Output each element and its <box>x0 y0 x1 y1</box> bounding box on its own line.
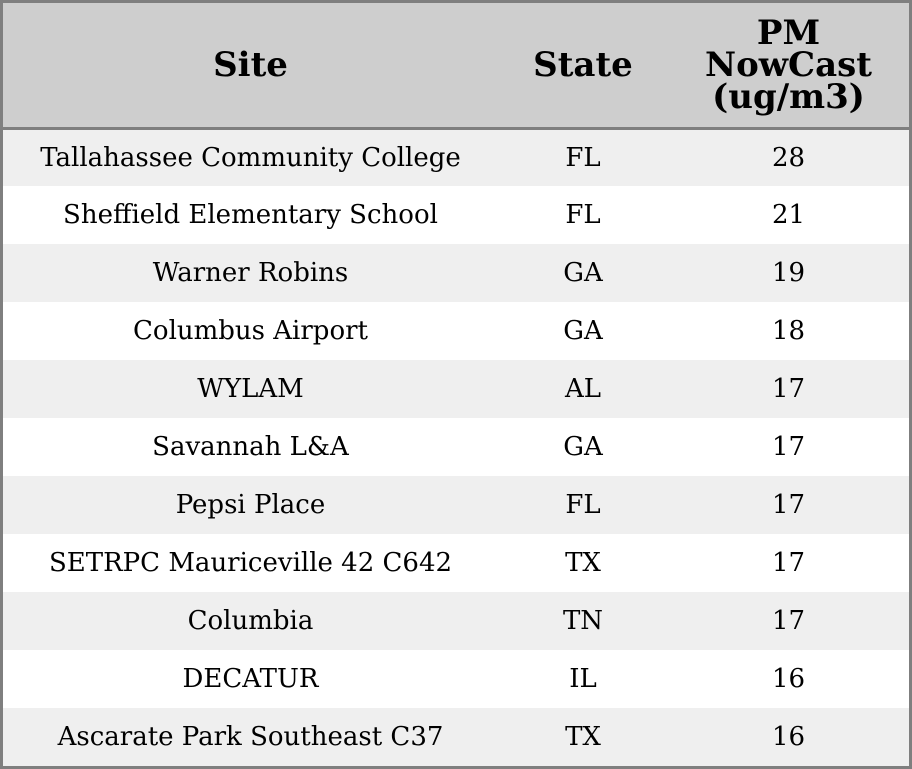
column-header-state: State <box>498 3 668 128</box>
table-row <box>3 128 909 186</box>
table-header-row <box>3 3 909 128</box>
state-cell: GA <box>498 418 668 476</box>
column-header-pm-line-1: PM <box>756 12 821 53</box>
pm-nowcast-cell: 16 <box>668 650 909 708</box>
site-cell: Savannah L&A <box>3 418 498 476</box>
table-row <box>3 244 909 302</box>
column-header-pm-nowcast <box>668 3 909 128</box>
site-cell: Ascarate Park Southeast C37 <box>3 708 498 766</box>
table-row <box>3 534 909 592</box>
site-cell: Warner Robins <box>3 244 498 302</box>
pm-nowcast-cell: 17 <box>668 592 909 650</box>
table-row <box>3 186 909 244</box>
site-cell: Columbus Airport <box>3 302 498 360</box>
state-cell: TX <box>498 534 668 592</box>
table-body <box>3 128 909 766</box>
state-cell: IL <box>498 650 668 708</box>
column-header-pm-line-3: (ug/m3) <box>712 76 865 117</box>
state-cell: FL <box>498 186 668 244</box>
table-row <box>3 418 909 476</box>
state-cell: FL <box>498 128 668 186</box>
table-row <box>3 650 909 708</box>
site-cell: WYLAM <box>3 360 498 418</box>
column-header-pm-line-2: NowCast <box>705 44 872 85</box>
site-cell: Columbia <box>3 592 498 650</box>
site-cell: Sheffield Elementary School <box>3 186 498 244</box>
table-row <box>3 592 909 650</box>
site-cell: Pepsi Place <box>3 476 498 534</box>
state-cell: TX <box>498 708 668 766</box>
site-cell: Tallahassee Community College <box>3 128 498 186</box>
pm-nowcast-table <box>3 3 909 766</box>
pm-nowcast-cell: 17 <box>668 360 909 418</box>
state-cell: GA <box>498 302 668 360</box>
site-cell: DECATUR <box>3 650 498 708</box>
pm-nowcast-cell: 18 <box>668 302 909 360</box>
pm-nowcast-cell: 19 <box>668 244 909 302</box>
state-cell: AL <box>498 360 668 418</box>
pm-nowcast-cell: 17 <box>668 418 909 476</box>
site-cell: SETRPC Mauriceville 42 C642 <box>3 534 498 592</box>
pm-nowcast-cell: 16 <box>668 708 909 766</box>
state-cell: GA <box>498 244 668 302</box>
pm-nowcast-cell: 28 <box>668 128 909 186</box>
state-cell: TN <box>498 592 668 650</box>
table-row <box>3 708 909 766</box>
pm-nowcast-cell: 17 <box>668 534 909 592</box>
pm-nowcast-cell: 17 <box>668 476 909 534</box>
table-row <box>3 476 909 534</box>
table-row <box>3 360 909 418</box>
pm-nowcast-cell: 21 <box>668 186 909 244</box>
table-row <box>3 302 909 360</box>
column-header-site: Site <box>3 3 498 128</box>
state-cell: FL <box>498 476 668 534</box>
